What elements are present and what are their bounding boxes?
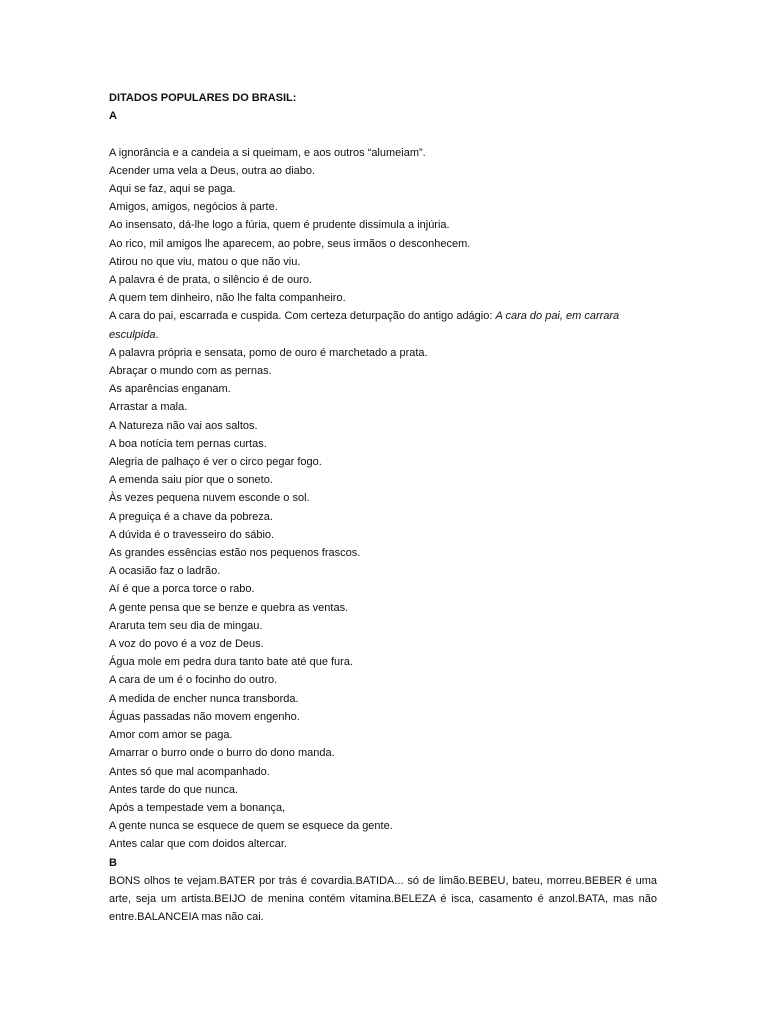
saying-line: A dúvida é o travesseiro do sábio.	[109, 528, 275, 541]
saying-text: A cara do pai, escarrada e cuspida. Com certeza deturpação do antigo adágio:	[109, 310, 496, 323]
saying-line: Após a tempestade vem a bonança,	[109, 801, 286, 814]
saying-line: A ignorância e a candeia a si queimam, e aos outros “alumeiam”.	[109, 146, 426, 159]
saying-line: Aqui se faz, aqui se paga.	[109, 183, 236, 195]
saying-line: Antes tarde do que nunca.	[109, 783, 239, 796]
saying-line: Aí é que a porca torce o rabo.	[109, 583, 255, 596]
blank-line	[109, 125, 657, 143]
saying-line: A quem tem dinheiro, não lhe falta companheiro.	[109, 292, 346, 305]
saying-line: Antes só que mal acompanhado.	[109, 765, 270, 778]
saying-line: A emenda saiu pior que o soneto.	[109, 474, 273, 487]
saying-line: Amarrar o burro onde o burro do dono manda.	[109, 747, 335, 760]
saying-line: Às vezes pequena nuvem esconde o sol.	[109, 492, 310, 505]
section-b-paragraph: BONS olhos te vejam.BATER por trás é covardia.BATIDA... só de limão.BEBEU, bateu, morreu.BEBER é uma arte, seja um artista.BEIJO de menina contém vitamina.BELEZA é isca, casamento é anzol.BATA, mas não entre.BALANCEIA mas não cai.	[109, 874, 657, 924]
section-letter-a: A	[109, 110, 117, 123]
saying-line: Amigos, amigos, negócios à parte.	[109, 201, 278, 214]
saying-line: Ao rico, mil amigos lhe aparecem, ao pobre, seus irmãos o desconhecem.	[109, 237, 471, 250]
document-title: DITADOS POPULARES DO BRASIL:	[109, 92, 297, 104]
saying-line: A palavra é de prata, o silêncio é de ouro.	[109, 274, 313, 287]
saying-line: Ao insensato, dá-lhe logo a fúria, quem é prudente dissimula a injúria.	[109, 219, 450, 232]
saying-line: Acender uma vela a Deus, outra ao diabo.	[109, 164, 316, 177]
saying-line: A boa notícia tem pernas curtas.	[109, 437, 267, 450]
saying-line: A gente nunca se esquece de quem se esquece da gente.	[109, 820, 393, 833]
saying-line: Água mole em pedra dura tanto bate até que fura.	[109, 656, 353, 669]
saying-line: A Natureza não vai aos saltos.	[109, 419, 258, 432]
section-letter-b: B	[109, 856, 117, 869]
saying-line: Amor com amor se paga.	[109, 729, 233, 742]
saying-line: A preguiça é a chave da pobreza.	[109, 510, 273, 523]
saying-line: Atirou no que viu, matou o que não viu.	[109, 255, 301, 268]
saying-line-special	[109, 307, 657, 343]
saying-line: Abraçar o mundo com as pernas.	[109, 365, 272, 378]
saying-line: As grandes essências estão nos pequenos frascos.	[109, 547, 361, 560]
saying-line: Alegria de palhaço é ver o circo pegar fogo.	[109, 456, 322, 469]
section-a-list-continued	[109, 344, 657, 854]
saying-line: Antes calar que com doidos altercar.	[109, 838, 287, 851]
saying-italic-text: A cara do pai, em carrara esculpida	[109, 310, 620, 341]
saying-line: A medida de encher nunca transborda.	[109, 692, 299, 705]
saying-line: A gente pensa que se benze e quebra as ventas.	[109, 601, 349, 614]
saying-line: As aparências enganam.	[109, 383, 231, 396]
saying-line: A palavra própria e sensata, pomo de ouro é marchetado a prata.	[109, 346, 428, 359]
saying-end: .	[155, 328, 159, 341]
saying-line: A cara de um é o focinho do outro.	[109, 674, 278, 687]
saying-line: Arrastar a mala.	[109, 401, 188, 414]
section-a-list	[109, 144, 657, 308]
saying-line: A ocasião faz o ladrão.	[109, 565, 221, 578]
saying-line: A voz do povo é a voz de Deus.	[109, 638, 264, 651]
saying-line: Águas passadas não movem engenho.	[109, 710, 300, 723]
saying-line: Araruta tem seu dia de mingau.	[109, 619, 263, 632]
